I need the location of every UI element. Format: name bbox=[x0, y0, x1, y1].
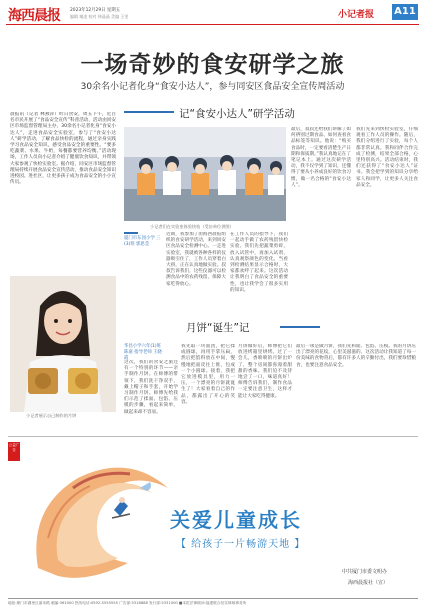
lab-scene-illustration bbox=[124, 127, 286, 221]
public-service-ad bbox=[8, 440, 418, 594]
ad-sponsor-2: 海西晨报社（宣） bbox=[348, 580, 389, 586]
date-line: 2023年12月29日 星期五 bbox=[70, 8, 121, 13]
girl-photo bbox=[10, 276, 116, 412]
mooncake-title: 月饼“诞生”记 bbox=[186, 322, 250, 334]
footer-text: 地址:厦门市湖里区嘉禾路 邮编:361000 热线电话:0592-5555555 广告部:5318888 发行部:5331000 ■本报法律顾问:福建联合信实律师事务所 bbox=[8, 601, 247, 605]
headline-title: 一场奇妙的食安研学之旅 bbox=[80, 52, 345, 78]
main-photo bbox=[124, 127, 286, 221]
article-col-1: 近期，我参加了由海西晨报组织的食安研学活动，来到同安区食品安全检测中心。一走进实验室，我就被各种各样的仪器吸引住了，工作人员穿着白大褂，正在认真地做实验。叔叔告诉我们，这些仪器可以检测食品中的农药残留，保障大家吃得放心。 bbox=[166, 232, 226, 287]
ad-sponsor-1: 中共厦门市委文明办 bbox=[342, 569, 388, 575]
header-rule bbox=[6, 24, 419, 25]
article-col-4: 我们先来到快检实验室，仔细观看工作人员的操作。随后，我们分组进行了实验，每个人都非常认真。我和同伴合作完成了检测，结果全部合格，心里特别高兴。活动结束时，我们还获得了“食安小达人”证书。我会把学到的知识分享给家人和同学，让更多人关注食品安全。 bbox=[356, 127, 418, 188]
mooncake-col-2: 我先取一块面团，把它揉成圆球，再用手掌压扁，然后把馅料放在中间，慢慢地把面皮往上推，包成一个小圆球。接着，我把它放进模具里，用力一压，一个漂亮的月饼就诞生了！大家看着自己的作品，都露出了开心的笑容。 bbox=[181, 344, 235, 405]
section-title: 记“食安小达人”研学活动 bbox=[179, 108, 295, 120]
article-col-2: 在工作人员的指导下，我们一起动手做了农药残留快检实验。我们先把蔬菜剪碎，放入试管中，再加入试剂，认真观察颜色的变化。当看到检测结果显示合格时，大家都欢呼了起来。这次活动让我明白了食品安全的重要性，也让我学会了很多实用的知识。 bbox=[230, 232, 288, 293]
page-number: A11 bbox=[392, 4, 418, 20]
byline-1-text: 厦门市东园小学 三(3)班 郭思莹 bbox=[124, 235, 161, 247]
ad-subtitle: 【 给孩子一片畅游天地 】 bbox=[176, 539, 306, 550]
byline-2-text: 华昌小学六年(1)班 陈嘉 指导老师 王晓霞 bbox=[124, 344, 162, 361]
section-title-block bbox=[124, 106, 419, 124]
girl-photo-caption: 小记者展示自己制作的月饼 bbox=[26, 413, 77, 418]
page-header bbox=[6, 3, 419, 25]
main-photo-caption: 小记者们在实验室体验快检（受访单位供图） bbox=[150, 224, 234, 229]
headline-subtitle: 30余名小记者化身“食安小达人”，参与同安区食品安全宣传周活动 bbox=[80, 82, 345, 92]
title-bar-left bbox=[124, 111, 174, 113]
mooncake-col-3: 月饼做好后，师傅把它们放进烤箱里烘烤。过了一会儿，香喷喷的月饼出炉了，整个房间都弥漫着甜甜的香味。我们迫不及待地尝了一口，味道真好！师傅告诉我们，制作食品一定要注意卫生，这样才能让大家吃得健康。 bbox=[238, 344, 292, 399]
pencil-shaving-wave-illustration bbox=[18, 448, 178, 588]
newspaper-logo: 海西晨报 bbox=[8, 8, 60, 24]
article-col-3: 最后，叔叔还给我们讲解了如何辨别过期食品、如何查看食品标签等知识。他说：“购买食品时，一定要看清楚生产日期和保质期。”我认真地记在了笔记本上。通过这次研学活动，我不仅学到了知识，还懂得了要从小养成良好的饮食习惯，做一名合格的“食安小达人”。 bbox=[291, 127, 351, 188]
byline-1 bbox=[124, 232, 162, 248]
editor-line: 编辑 谢凌 校对 林晶晶 美编 王雯 bbox=[70, 14, 129, 19]
footer-rule bbox=[8, 598, 418, 599]
ad-title: 关爱儿童成长 bbox=[170, 508, 302, 532]
mooncake-title-bar bbox=[280, 326, 320, 328]
ad-separator bbox=[8, 436, 418, 437]
mooncake-col-1: 这次，我们的食安之旅还有一个特别的环节——亲手制作月饼。在师傅的带领下，我们洗干净双手，戴上帽子和手套，开始学习制作月饼。师傅先给我们示范了揉面、包馅、压模的步骤，看起来简单，做起来却不容易。 bbox=[124, 360, 178, 415]
mooncake-col-4: 最后一项是做月饼，我们先和面、包馅、压模。我的月饼压出了漂亮的花纹，心里美滋滋的。这次活动让我知道了每一份美味的食物背后，都有许多人的辛勤付出，我们要珍惜粮食，也要注意食品安全。 bbox=[296, 344, 416, 368]
ad-ribbon: 公益广告 bbox=[8, 442, 20, 461]
byline-rule bbox=[124, 232, 138, 234]
section-name: 小记者报 bbox=[338, 10, 375, 20]
intro-text: 晨报讯（记者 林燕萍）昨日食安，周五下午，近百名市民开展了“食品安全宣传”科普活动，活动由同安区市场监督管理局主办，30余名小记者化身“食安小达人”，走进食品安全实验室，参与了“食安小达人”研学活动，了解食品快检的流程，通过亲身实践学习食品安全知识，感受食品安全的重要性。“要多吃蔬菜、水果、牛奶，每餐都要营养均衡。”活动现场，工作人员向小记者介绍了健康饮食知识，并带领大家参观了快检实验室。据介绍，同安区市场监督管理局持续开展食品安全宣传活动，推动食品安全知识进校园、进社区，让更多孩子成为食品安全的小小宣传员。 bbox=[10, 112, 116, 186]
girl-with-mooncake-illustration bbox=[10, 276, 116, 412]
mooncake-title-block bbox=[186, 320, 366, 336]
